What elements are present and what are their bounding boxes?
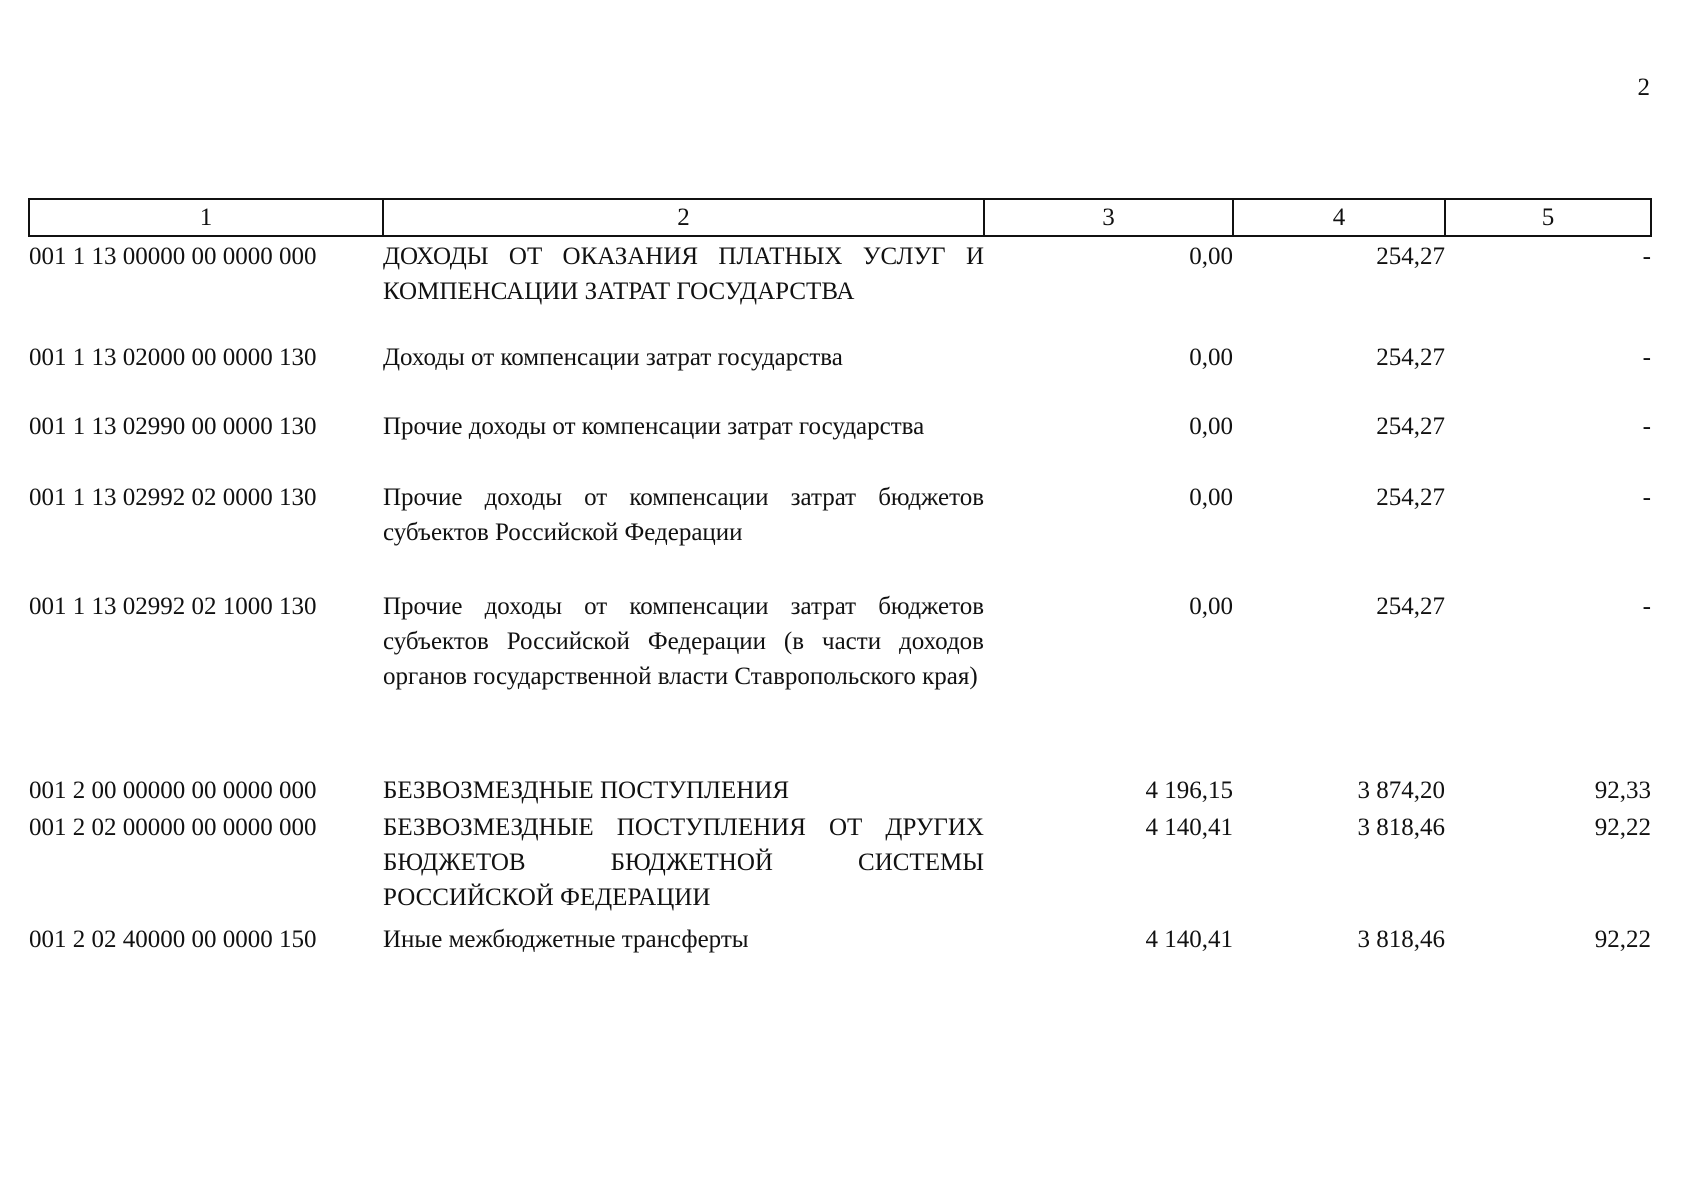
header-row: [29, 199, 1651, 236]
revenue-name: Прочие доходы от компенсации затрат бюджетов субъектов Российской Федерации (в части доходов органов государственной власти Ставропольского края): [383, 593, 984, 690]
revenue-name: Прочие доходы от компенсации затрат бюджетов субъектов Российской Федерации: [383, 484, 984, 546]
budget-code: 001 1 13 00000 00 0000 000: [29, 243, 317, 270]
table-header: [29, 199, 1651, 236]
value-col-4: 254,27: [1376, 484, 1445, 511]
value-col-5: 92,33: [1594, 777, 1651, 804]
value-col-4: 3 818,46: [1357, 926, 1445, 953]
table-row: [29, 589, 1651, 773]
budget-code: 001 1 13 02992 02 1000 130: [29, 593, 317, 620]
table-row: [29, 810, 1651, 922]
value-col-5: 92,22: [1594, 814, 1651, 841]
header-col-3: 3: [984, 199, 1233, 236]
budget-code: 001 1 13 02992 02 0000 130: [29, 484, 317, 511]
table-row: [29, 236, 1651, 340]
value-col-5: -: [1642, 593, 1651, 620]
revenue-name: Иные межбюджетные трансферты: [383, 926, 749, 953]
table-row: [29, 480, 1651, 589]
value-col-3: 0,00: [1189, 484, 1233, 511]
table-row: [29, 922, 1651, 959]
table-row: [29, 340, 1651, 409]
revenue-name: БЕЗВОЗМЕЗДНЫЕ ПОСТУПЛЕНИЯ: [383, 777, 790, 804]
revenue-name: БЕЗВОЗМЕЗДНЫЕ ПОСТУПЛЕНИЯ ОТ ДРУГИХ БЮДЖЕТОВ БЮДЖЕТНОЙ СИСТЕМЫ РОССИЙСКОЙ ФЕДЕРАЦИИ: [383, 814, 984, 911]
page-number: 2: [1637, 74, 1650, 101]
budget-code: 001 1 13 02000 00 0000 130: [29, 344, 317, 371]
value-col-4: 3 818,46: [1357, 814, 1445, 841]
header-col-2: 2: [383, 199, 984, 236]
table-row: [29, 409, 1651, 480]
budget-code: 001 2 02 00000 00 0000 000: [29, 814, 317, 841]
table-row: [29, 773, 1651, 810]
header-col-5: 5: [1445, 199, 1651, 236]
revenue-name: Доходы от компенсации затрат государства: [383, 344, 843, 371]
value-col-3: 4 196,15: [1145, 777, 1233, 804]
budget-code: 001 2 02 40000 00 0000 150: [29, 926, 317, 953]
value-col-3: 4 140,41: [1145, 926, 1233, 953]
value-col-4: 3 874,20: [1357, 777, 1445, 804]
value-col-4: 254,27: [1376, 243, 1445, 270]
value-col-3: 0,00: [1189, 413, 1233, 440]
header-col-1: 1: [29, 199, 383, 236]
value-col-5: -: [1642, 243, 1651, 270]
value-col-3: 0,00: [1189, 344, 1233, 371]
value-col-5: -: [1642, 344, 1651, 371]
value-col-3: 0,00: [1189, 243, 1233, 270]
revenue-name: Прочие доходы от компенсации затрат государства: [383, 413, 925, 440]
value-col-5: -: [1642, 413, 1651, 440]
value-col-3: 4 140,41: [1145, 814, 1233, 841]
revenue-table: [28, 198, 1652, 959]
value-col-4: 254,27: [1376, 593, 1445, 620]
table-body: [29, 236, 1651, 959]
budget-code: 001 2 00 00000 00 0000 000: [29, 777, 317, 804]
value-col-3: 0,00: [1189, 593, 1233, 620]
budget-code: 001 1 13 02990 00 0000 130: [29, 413, 317, 440]
header-col-4: 4: [1233, 199, 1445, 236]
revenue-name: ДОХОДЫ ОТ ОКАЗАНИЯ ПЛАТНЫХ УСЛУГ И КОМПЕНСАЦИИ ЗАТРАТ ГОСУДАРСТВА: [383, 243, 984, 305]
value-col-5: 92,22: [1594, 926, 1651, 953]
value-col-5: -: [1642, 484, 1651, 511]
value-col-4: 254,27: [1376, 344, 1445, 371]
value-col-4: 254,27: [1376, 413, 1445, 440]
